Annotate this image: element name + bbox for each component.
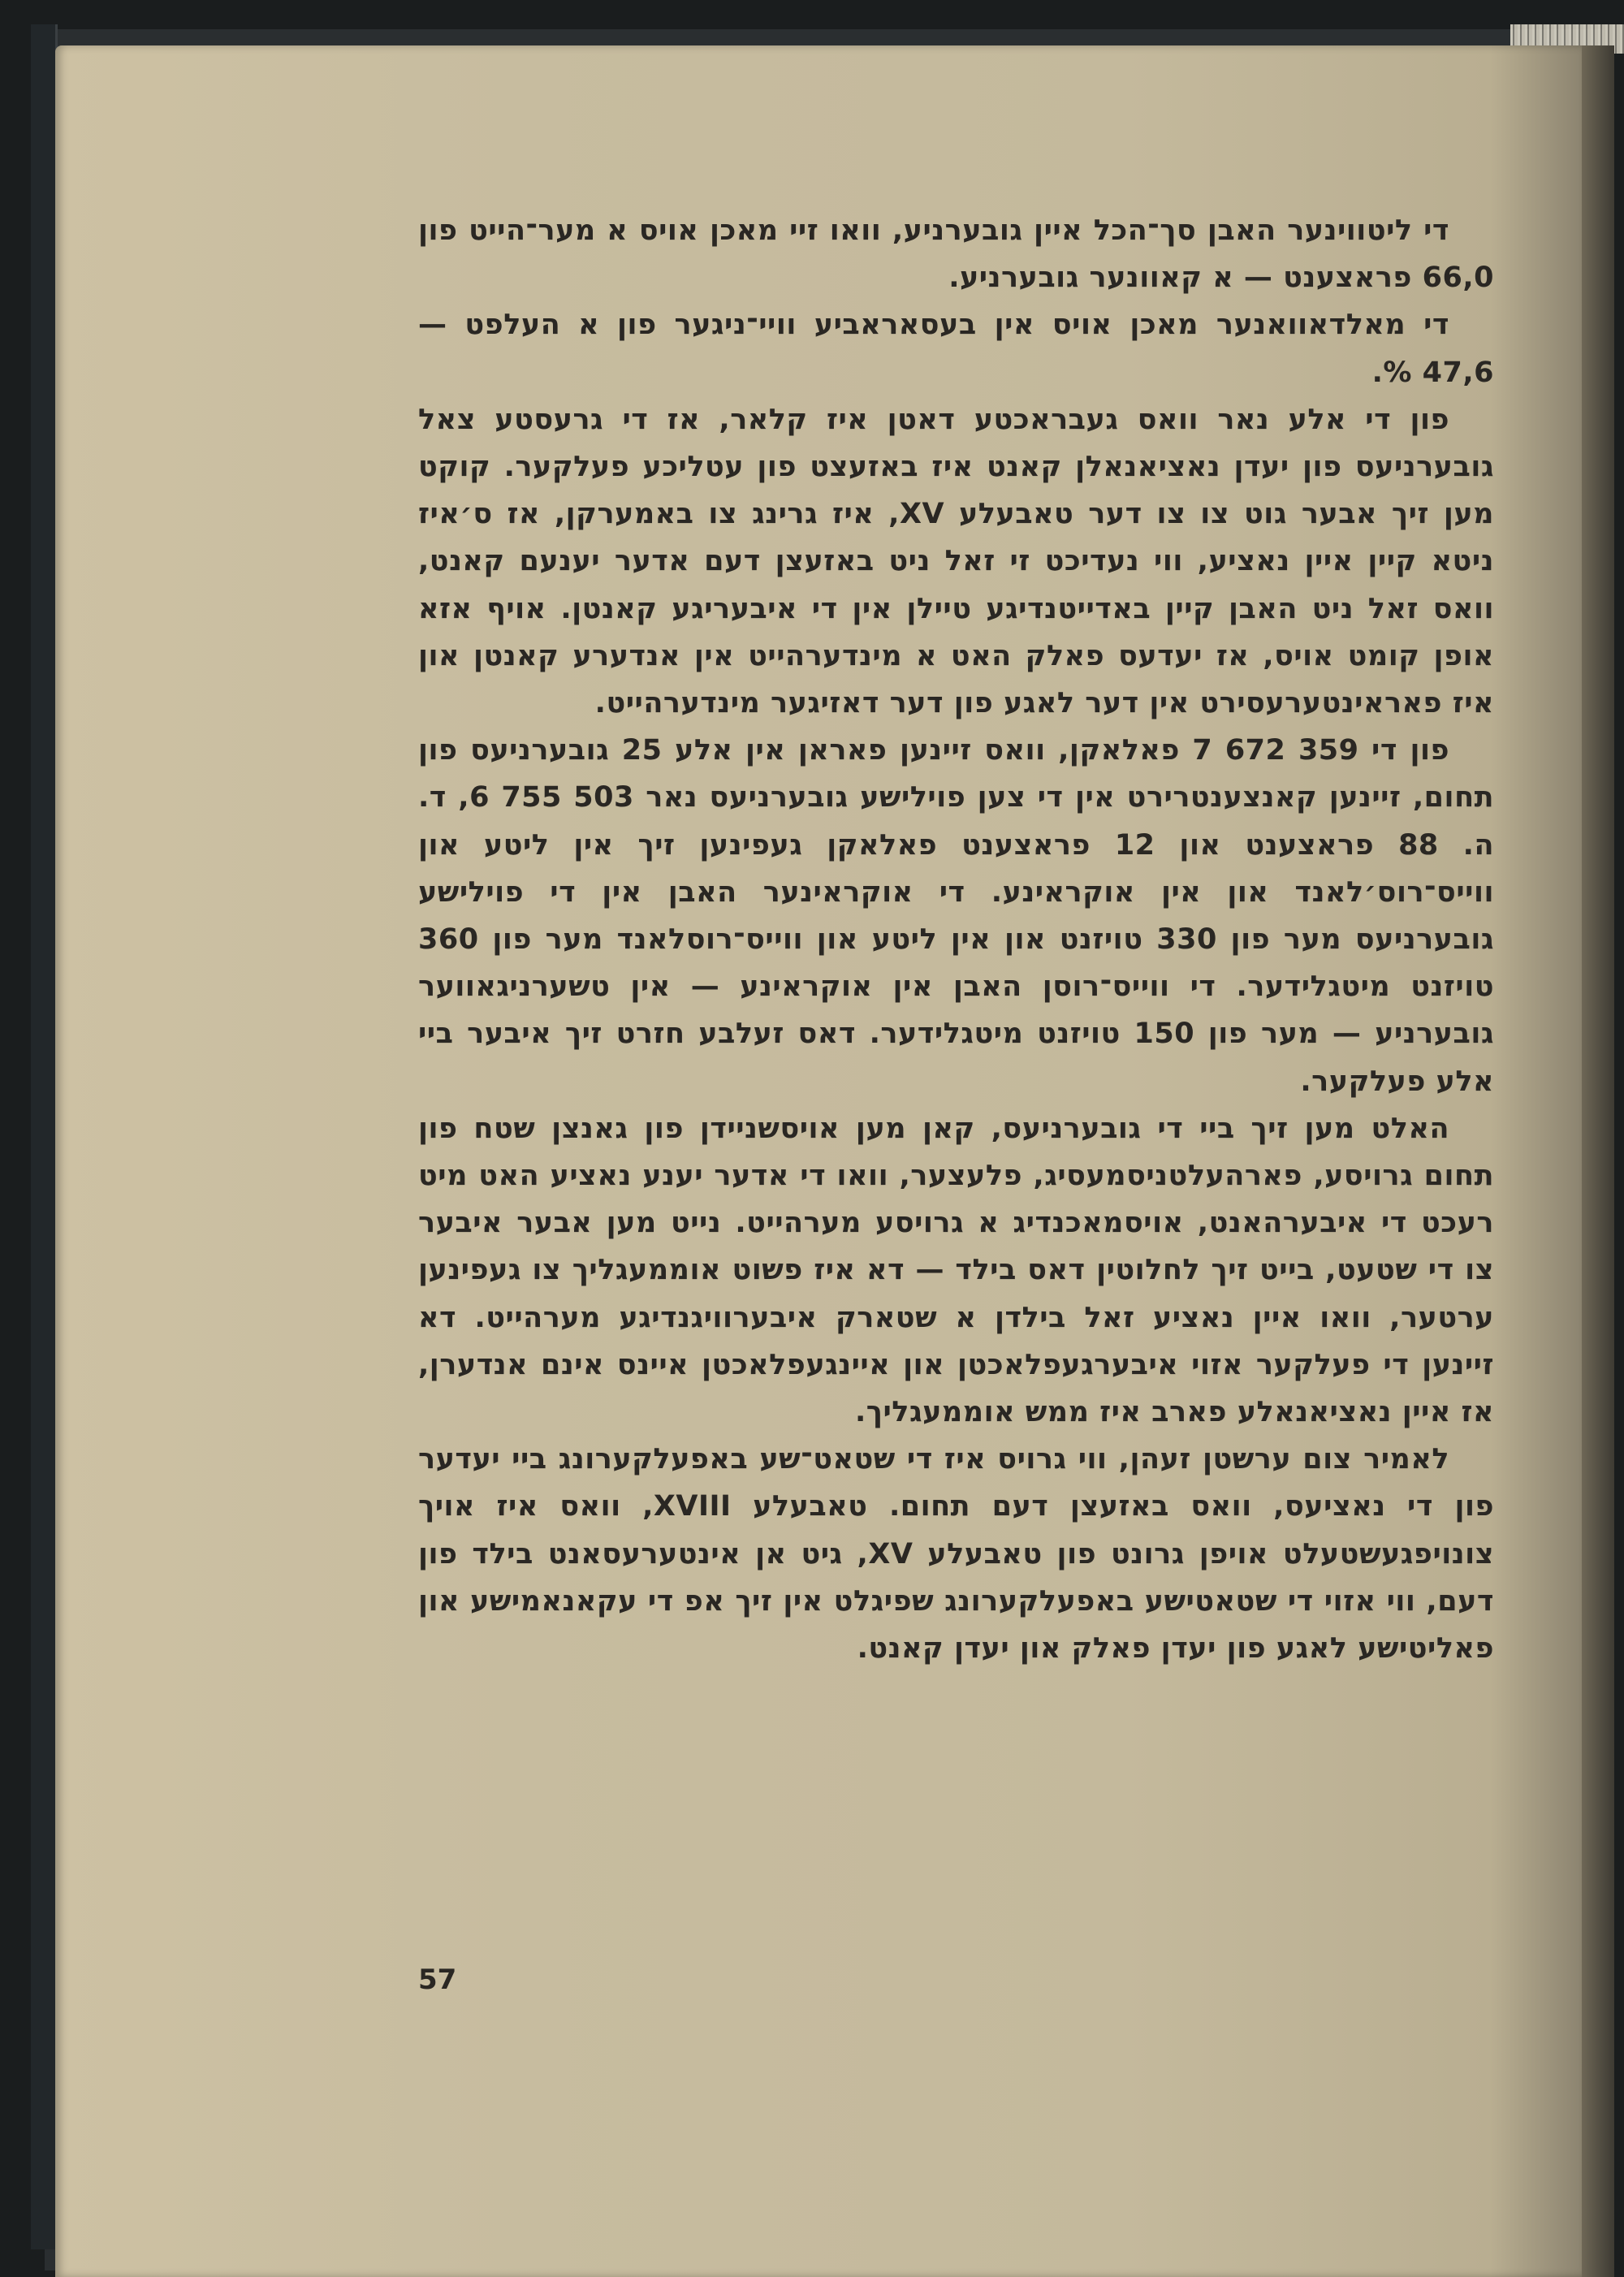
body-text — [418, 207, 1494, 1672]
page-number: 57 — [418, 1964, 457, 1996]
paragraph-3: פון די אלע נאר וואס געבראכטע דאטן איז קלאר, אז די גרעסטע צאל גובערניעס פון יעדן נאציאנאלן קאנט איז באזעצט פון עטליכע פעלקער. קוקט מען זיך אבער גוט צו צו דער טאבעלע XV, איז גרינג צו באמערקן, אז ס׳איז ניטא קיין איין נאציע, ווי נעדיכט זי זאל ניט באזעצן דעם אדער יענעם קאנט, וואס זאל ניט האבן קיין באדייטנדיגע טיילן אין די איבעריגע קאנטן. אויף אזא אופן קומט אויס, אז יעדעס פאלק האט א מינדערהייט אין אנדערע קאנטן און איז פאראינטערעסירט אין דער לאגע פון דער דאזיגער מינדערהייט. — [418, 403, 1494, 720]
paragraph-5: האלט מען זיך ביי די גובערניעס, קאן מען אויסשניידן פון גאנצן שטח פון תחום גרויסע, פארהעלטניסמעסיג, פלעצער, וואו די אדער יענע נאציע האט מיט רעכט די איבערהאנט, אויסמאכנדיג א גרויסע מערהייט. נייט מען אבער איבער צו די שטעט, בייט זיך לחלוטין דאס בילד — דא איז פשוט אוממעגליך צו געפינען ערטער, וואו איין נאציע זאל בילדן א שטארק איבערוויגנדיגע מערהייט. דא זיינען די פעלקער אזוי איבערגעפלאכטן און איינגעפלאכטן איינס אינם אנדערן, אז איין נאציאנאלע פארב איז ממש אוממעגליך. — [418, 1112, 1494, 1429]
paragraph-4: פון די 359 672 7 פאלאקן, וואס זיינען פאראן אין אלע 25 גובערניעס פון תחום, זיינען קאנצענטרירט אין די צען פוילישע גובערניעס נאר 503 755 6, ד. ה. 88 פראצענט און 12 פראצענט פאלאקן געפינען זיך אין ליטע און ווייס־רוס׳לאנד און אין אוקראינע. די אוקראינער האבן אין די פוילישע גובערניעס מער פון 330 טויזנט און אין ליטע און ווייס־רוסלאנד מער פון 360 טויזנט מיטגלידער. די ווייס־רוסן האבן אין אוקראינע — אין טשערניגאווער גובערניע — מער פון 150 טויזנט מיטגלידער. דאס זעלבע חזרט זיך איבער ביי אלע פעלקער. — [418, 734, 1495, 1098]
book-spine-edge — [31, 24, 58, 2249]
page-gutter-shadow — [1582, 45, 1614, 2277]
paragraph-1: די ליטווינער האבן סך־הכל איין גובערניע, וואו זיי מאכן אויס א מער־הייט פון 66,0 פראצענט — א קאוונער גובערניע. — [418, 214, 1494, 295]
paragraph-2: די מאלדאוואנער מאכן אויס אין בעסאראביע וויי־ניגער פון א העלפט — 47,6 %. — [418, 309, 1494, 389]
paragraph-6: לאמיר צום ערשטן זעהן, ווי גרויס איז די שטאט־שע באפעלקערונג ביי יעדער פון די נאציעס, וואס באזעצן דעם תחום. טאבעלע XVIII, וואס איז אויך צונויפגעשטעלט אויפן גרונט פון טאבעלע XV, גיט אן אינטערעסאנט בילד פון דעם, ווי אזוי די שטאטישע באפעלקערונג שפיגלט אין זיך אפ די עקאנאמישע און פאליטישע לאגע פון יעדן פאלק און יעדן קאנט. — [418, 1443, 1494, 1666]
